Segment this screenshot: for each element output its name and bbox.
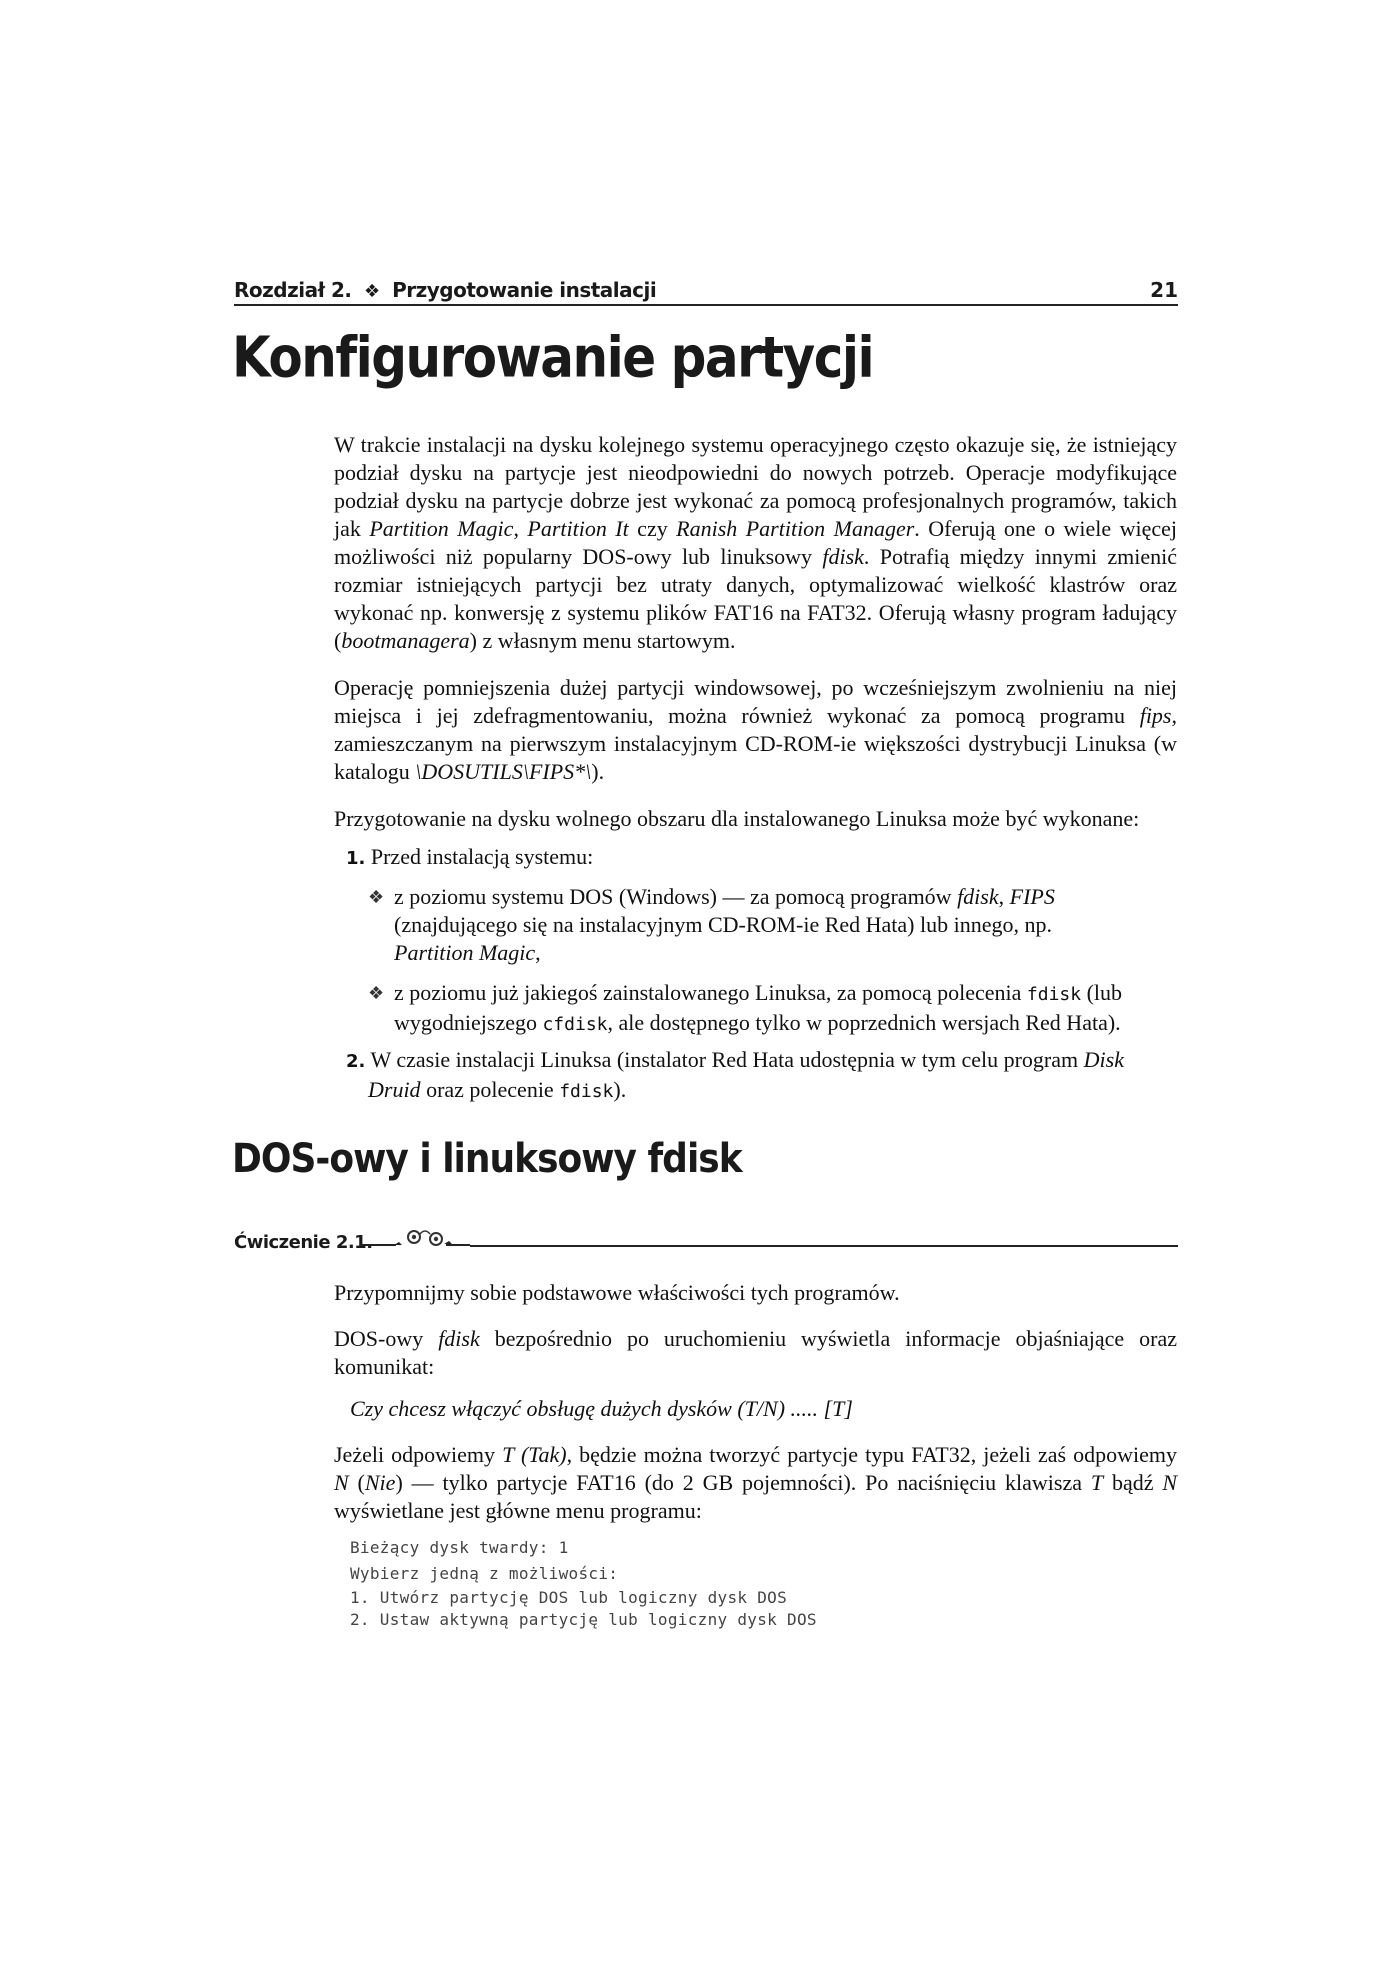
- code-line: Bieżący dysk twardy: 1: [350, 1538, 569, 1557]
- paragraph-2: Operację pomniejszenia dużej partycji windowsowej, po wcześniejszym zwolnieniu na niej miejsca i jej zdefragmentowaniu, można również wykonać za pomocą programu fips, zamieszczanym na pierwszym instalacyjnym CD-ROM-ie większości dystrybucji Linuksa (w katalogu \DOSUTILS\FIPS*\).: [334, 675, 1177, 784]
- header-section: Przygotowanie instalacji: [392, 278, 657, 302]
- diamond-bullet-icon: ❖: [368, 983, 385, 1003]
- header-divider: [234, 304, 1178, 306]
- paragraph-3: Przygotowanie na dysku wolnego obszaru dla instalowanego Linuksa może być wykonane:: [334, 806, 1140, 831]
- paragraph-4: Przypomnijmy sobie podstawowe właściwości tych programów.: [334, 1280, 900, 1305]
- list-number: 1.: [346, 848, 366, 869]
- exercise-label: Ćwiczenie 2.1.: [234, 1232, 373, 1253]
- page-number: 21: [1150, 278, 1178, 302]
- code-line: Wybierz jedną z możliwości:: [350, 1564, 619, 1583]
- list-item: z poziomu już jakiegoś zainstalowanego Linuksa, za pomocą polecenia fdisk (lub wygodniejszego cfdisk, ale dostępnego tylko w poprzednich wersjach Red Hata).: [394, 980, 1123, 1035]
- exercise-divider: [470, 1245, 1178, 1247]
- exercise-ornament-icon: [360, 1228, 470, 1250]
- diamond-bullet-icon: ❖: [368, 887, 385, 907]
- prompt-quote: Czy chcesz włączyć obsługę dużych dysków (T/N) ..... [T]: [350, 1396, 853, 1421]
- paragraph-6: Jeżeli odpowiemy T (Tak), będzie można tworzyć partycje typu FAT32, jeżeli zaś odpowiemy N (Nie) — tylko partycje FAT16 (do 2 GB pojemności). Po naciśnięciu klawisza T bądź N wyświetlane jest główne menu programu:: [334, 1442, 1178, 1523]
- subsection-title: DOS-owy i linuksowy fdisk: [232, 1136, 742, 1182]
- code-line: 2. Ustaw aktywną partycję lub logiczny dysk DOS: [350, 1610, 817, 1629]
- code-line: 1. Utwórz partycję DOS lub logiczny dysk DOS: [350, 1588, 788, 1607]
- diamond-bullet-icon: ❖: [363, 281, 380, 302]
- list-number: 2.: [346, 1051, 366, 1072]
- list-item: z poziomu systemu DOS (Windows) — za pomocą programów fdisk, FIPS (znajdującego się na instalacyjnym CD-ROM-ie Red Hata) lub innego, np. Partition Magic,: [394, 884, 1055, 965]
- paragraph-5: DOS-owy fdisk bezpośrednio po uruchomieniu wyświetla informacje objaśniające oraz komunikat:: [334, 1326, 1177, 1379]
- running-header: [234, 278, 656, 302]
- list-item-text: Przed instalacją systemu:: [370, 844, 594, 869]
- code-listing: [350, 1535, 817, 1631]
- list-item: 2. W czasie instalacji Linuksa (instalator Red Hata udostępnia w tym celu program Disk Druid oraz polecenie fdisk).: [346, 1047, 1124, 1102]
- paragraph-1: W trakcie instalacji na dysku kolejnego systemu operacyjnego często okazuje się, że istniejący podział dysku na partycje jest nieodpowiedni do nowych potrzeb. Operacje modyfikujące podział dysku na partycje dobrze jest wykonać za pomocą profesjonalnych programów, takich jak Partition Magic, Partition It czy Ranish Partition Manager. Oferują one o wiele więcej możliwości niż popularny DOS-owy lub linuksowy fdisk. Potrafią między innymi zmienić rozmiar istniejących partycji bez utraty danych, optymalizować wielkość klastrów oraz wykonać np. konwersję z systemu plików FAT16 na FAT32. Oferują własny program ładujący (bootmanagera) z własnym menu startowym.: [334, 432, 1178, 653]
- list-item: [346, 843, 1177, 873]
- section-title: Konfigurowanie partycji: [232, 325, 874, 390]
- header-chapter: Rozdział 2.: [234, 278, 352, 302]
